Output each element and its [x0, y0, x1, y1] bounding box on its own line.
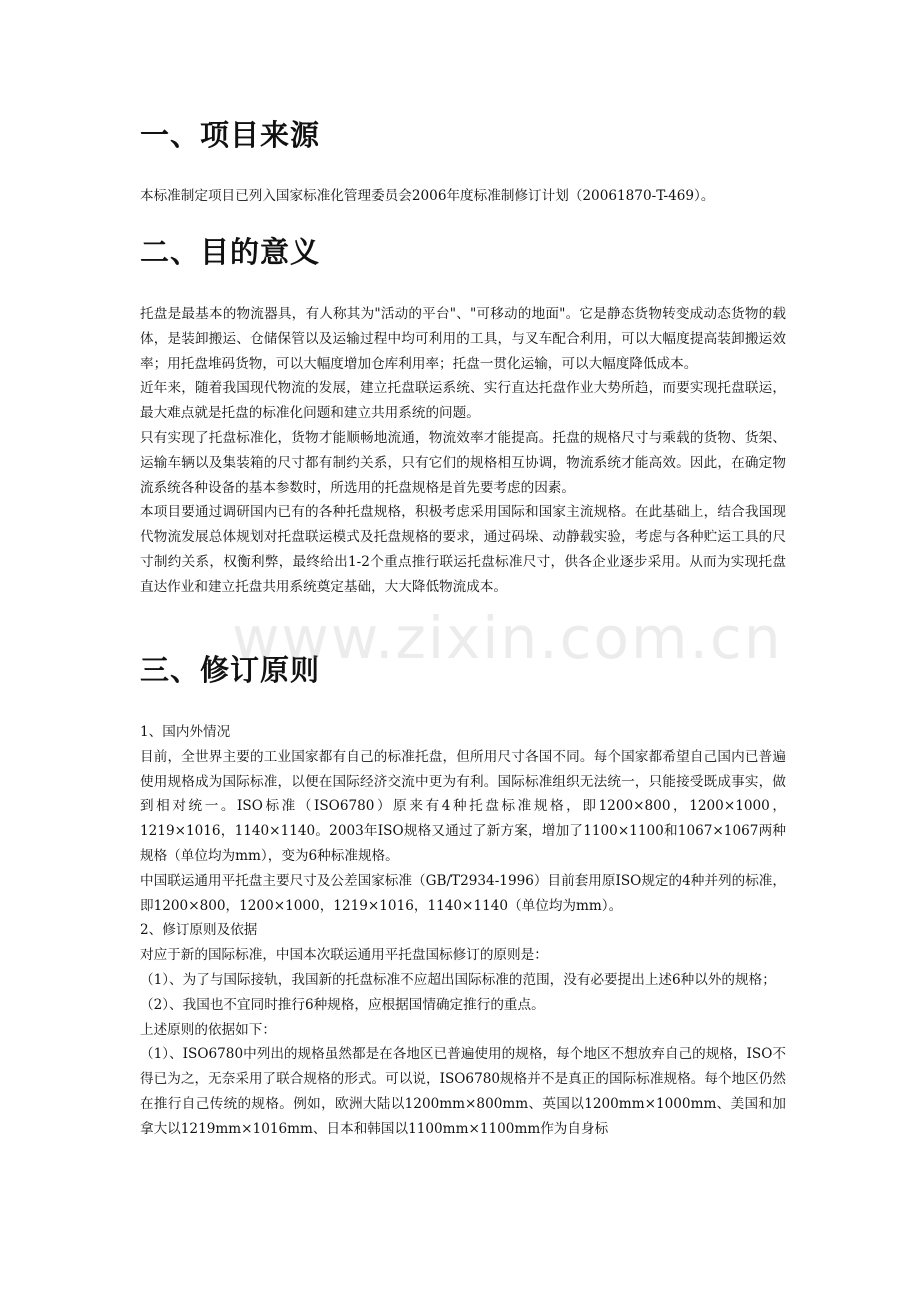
- paragraph: 目前，全世界主要的工业国家都有自己的标准托盘，但所用尺寸各国不同。每个国家都希望自己国内已普遍使用规格成为国际标准，以便在国际经济交流中更为有利。国际标准组织无法统一，只能接受既成事实，做到相对统一。ISO标准（ISO6780）原来有4种托盘标准规格，即1200×800，1200×1000，1219×1016，1140×1140。2003年ISO规格又通过了新方案，增加了1100×1100和1067×1067两种规格（单位均为mm），变为6种标准规格。: [140, 748, 786, 864]
- paragraph: 上述原则的依据如下：: [140, 1021, 276, 1038]
- paragraph: 2、修订原则及依据: [140, 922, 258, 939]
- paragraph: 本标准制定项目已列入国家标准化管理委员会2006年度标准制修订计划（20061870-T-469）。: [140, 188, 715, 204]
- paragraph: 本项目要通过调研国内已有的各种托盘规格，积极考虑采用国际和国家主流规格。在此基础上，结合我国现代物流发展总体规划对托盘联运模式及托盘规格的要求，通过码垛、动静载实验，考虑与各种贮运工具的尺寸制约关系，权衡利弊，最终给出1-2个重点推行联运托盘标准尺寸，供各企业逐步采用。从而为实现托盘直达作业和建立托盘共用系统奠定基础，大大降低物流成本。: [140, 504, 786, 595]
- paragraph: 1、国内外情况: [140, 724, 231, 740]
- paragraph: 托盘是最基本的物流器具，有人称其为"活动的平台"、"可移动的地面"。它是静态货物转变成动态货物的载体，是装卸搬运、仓储保管以及运输过程中均可利用的工具，与叉车配合利用，可以大幅度提高装卸搬运效率；用托盘堆码货物，可以大幅度增加仓库利用率；托盘一贯化运输，可以大幅度降低成本。: [140, 306, 786, 372]
- watermark-text: www.zixin.com.cn: [232, 604, 783, 672]
- paragraph: 对应于新的国际标准，中国本次联运通用平托盘国标修订的原则是：: [140, 947, 548, 964]
- paragraph: （1）、为了与国际接轨，我国新的托盘标准不应超出国际标准的范围，没有必要提出上述6种以外的规格；: [140, 971, 776, 988]
- section-body-source: [140, 184, 786, 209]
- paragraph: （1）、ISO6780中列出的规格虽然都是在各地区已普遍使用的规格，每个地区不想放弃自己的规格，ISO不得已为之，无奈采用了联合规格的形式。可以说，ISO6780规格并不是真正的国际标准规格。每个地区仍然在推行自己传统的规格。例如，欧洲大陆以1200mm×800mm、英国以1200mm×1000mm、美国和加拿大以1219mm×1016mm、日本和韩国以1100mm×1100mm作为自身标: [140, 1046, 786, 1137]
- paragraph: 只有实现了托盘标准化，货物才能顺畅地流通，物流效率才能提高。托盘的规格尺寸与乘载的货物、货架、运输车辆以及集装箱的尺寸都有制约关系，只有它们的规格相互协调，物流系统才能高效。因此，在确定物流系统各种设备的基本参数时，所选用的托盘规格是首先要考虑的因素。: [140, 429, 786, 496]
- paragraph: 近年来，随着我国现代物流的发展，建立托盘联运系统、实行直达托盘作业大势所趋，而要实现托盘联运，最大难点就是托盘的标准化问题和建立共用系统的问题。: [140, 380, 786, 422]
- section-body-purpose: [140, 302, 786, 600]
- section-heading-purpose: 二、目的意义: [140, 235, 321, 269]
- section-heading-source: 一、项目来源: [140, 118, 321, 152]
- paragraph: （2）、我国也不宜同时推行6种规格，应根据国情确定推行的重点。: [140, 996, 545, 1013]
- paragraph: 中国联运通用平托盘主要尺寸及公差国家标准（GB/T2934-1996）目前套用原ISO规定的4种并列的标准，即1200×800，1200×1000，1219×1016，1140×1140（单位均为mm）。: [140, 872, 786, 914]
- section-body-principles: [140, 720, 786, 1142]
- section-heading-principles: 三、修订原则: [140, 653, 321, 687]
